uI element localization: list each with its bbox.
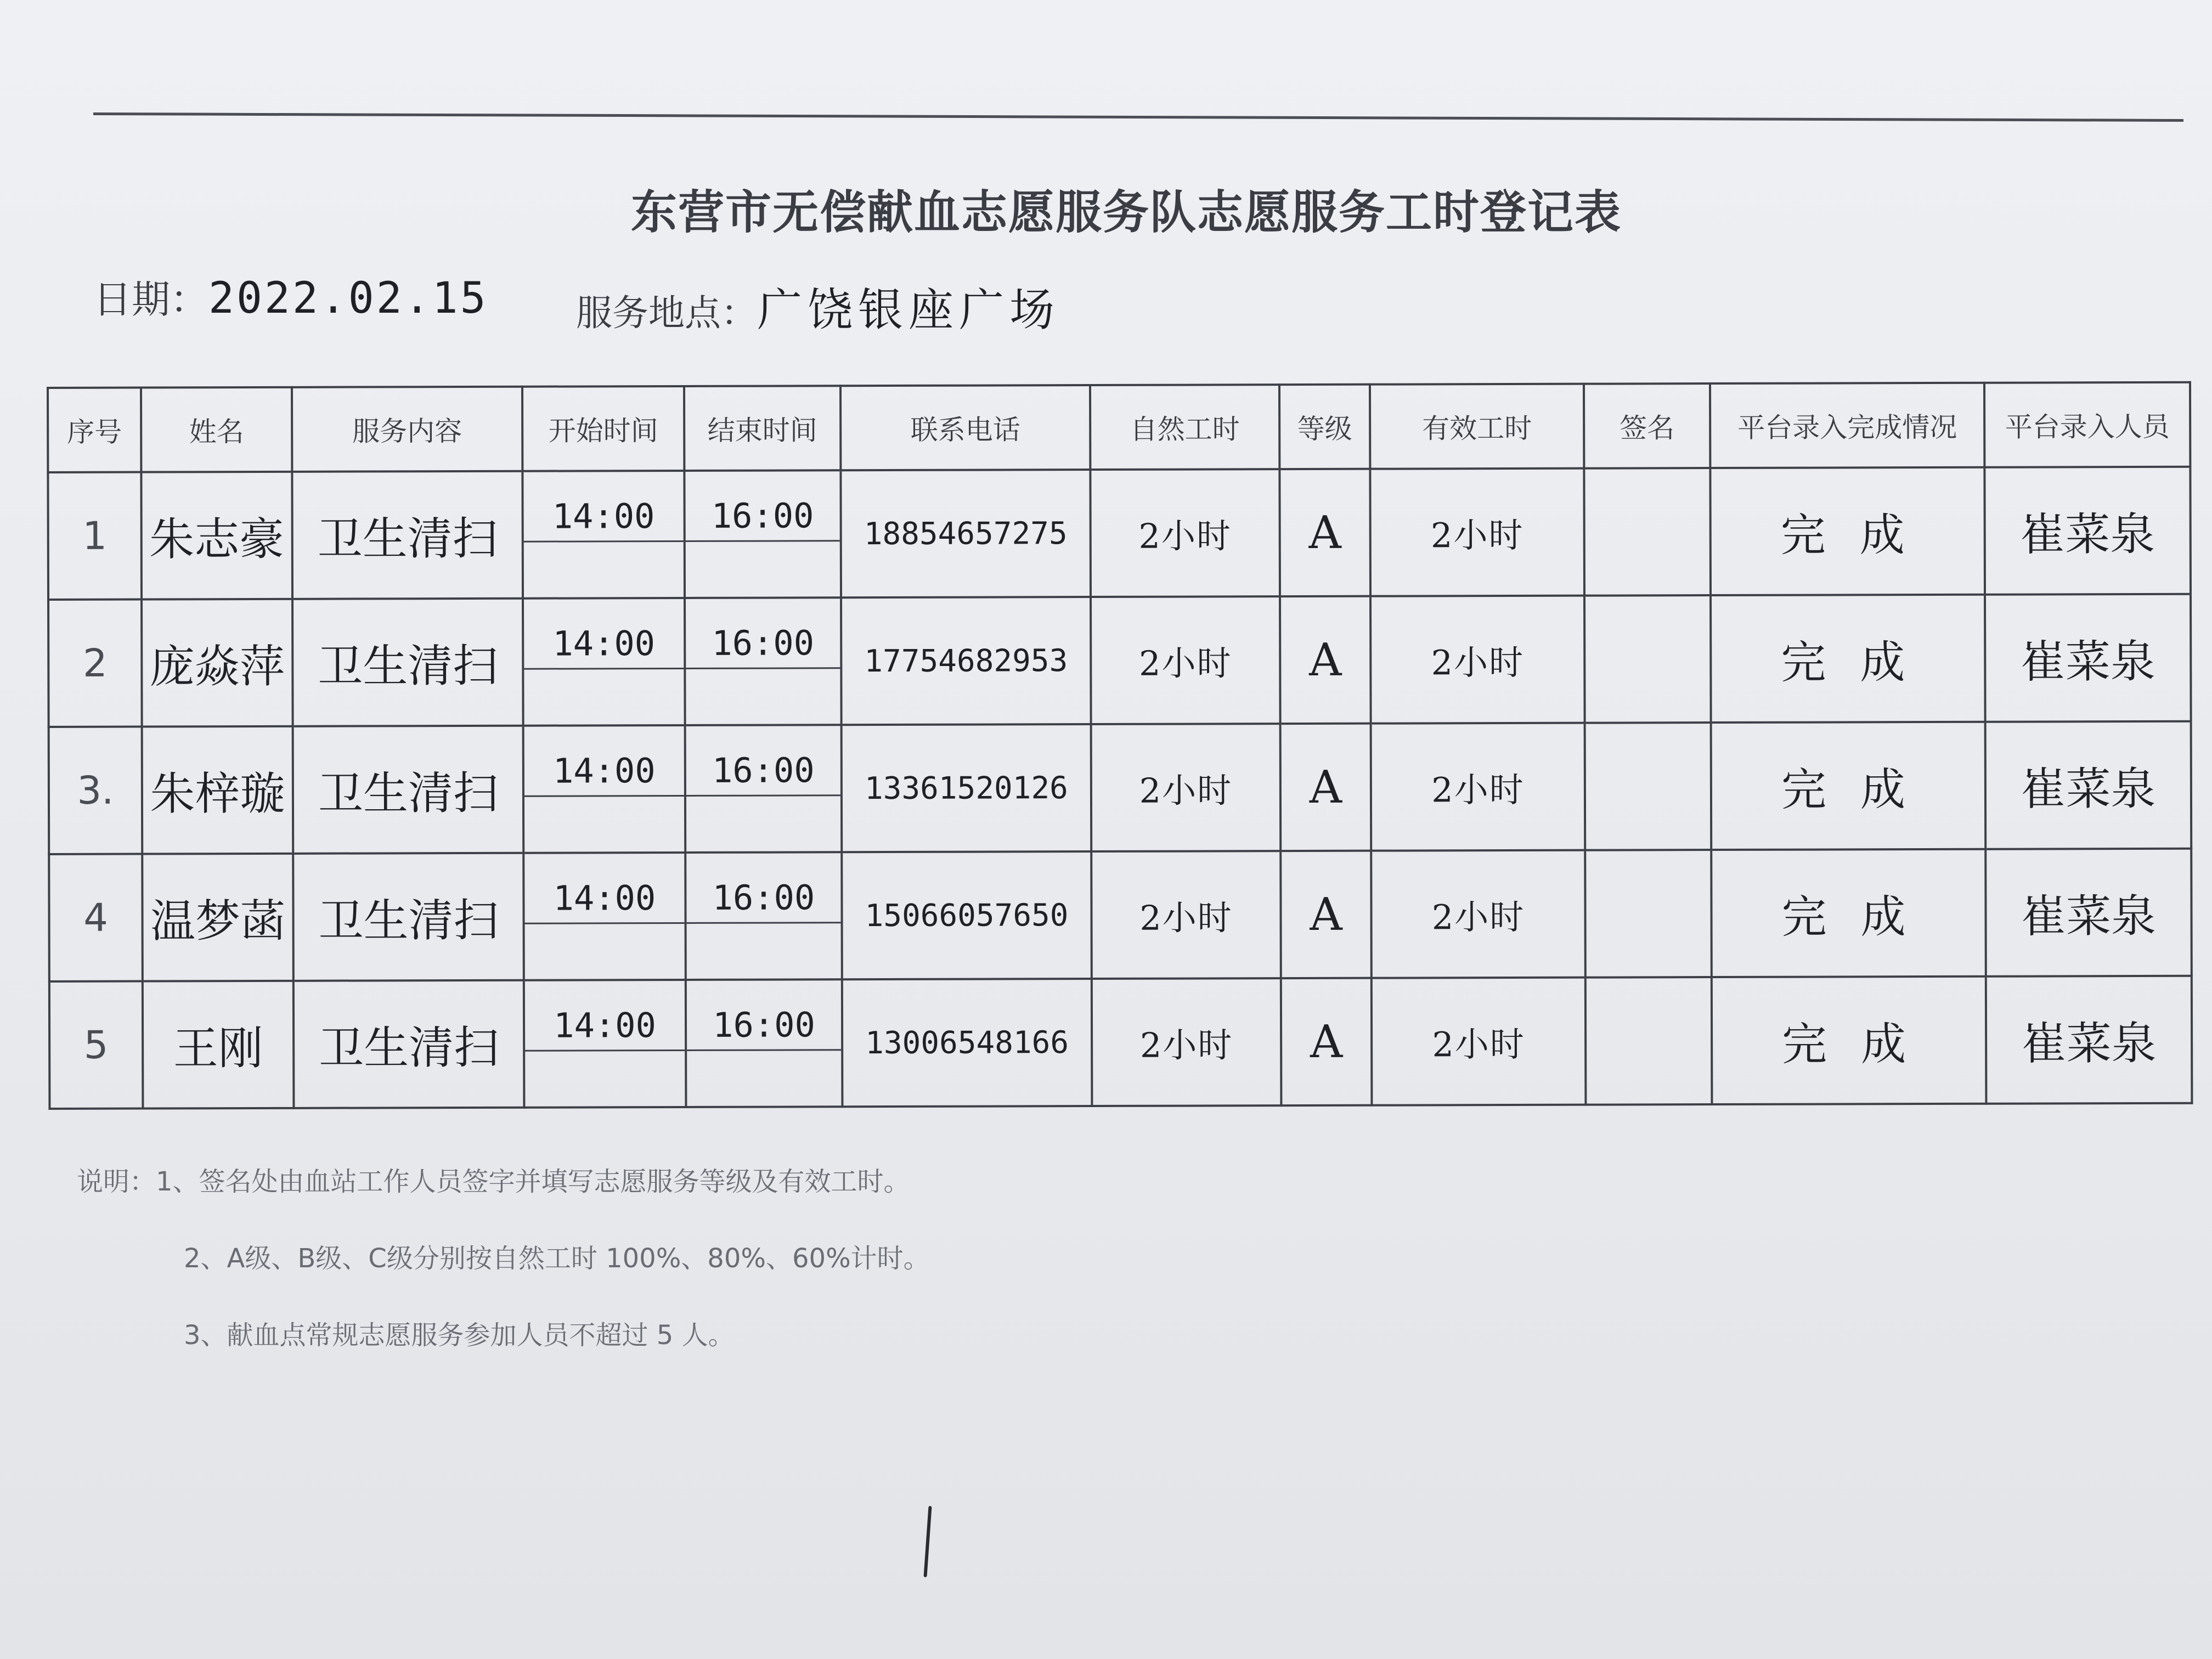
cell-content: 卫生清扫 [292,471,523,599]
end-time-value: 16:00 [685,471,839,542]
cell-end-time [685,725,842,853]
header-phone: 联系电话 [840,385,1090,470]
cell-signature [1585,850,1712,978]
cell-name: 温梦菡 [142,854,294,981]
header-platform-operator: 平台录入人员 [1984,382,2190,467]
cell-natural-hours: 2小时 [1091,724,1281,851]
cell-content: 卫生清扫 [292,599,523,726]
top-divider-line [93,112,2183,122]
cell-phone: 18854657275 [840,470,1091,597]
cell-effective-hours: 2小时 [1370,469,1584,596]
cell-end-time [685,852,842,980]
cell-effective-hours: 2小时 [1371,723,1585,851]
date-value: 2022.02.15 [208,274,488,323]
start-time-value: 14:00 [523,472,683,543]
header-end-time: 结束时间 [684,386,840,471]
cell-effective-hours: 2小时 [1372,978,1586,1105]
cell-natural-hours: 2小时 [1090,469,1280,597]
cell-signature [1584,468,1711,596]
start-time-value: 14:00 [524,854,684,924]
start-time-value: 14:00 [525,981,685,1052]
header-natural-hours: 自然工时 [1090,385,1279,470]
cell-platform-operator: 崔菜泉 [1985,594,2191,722]
cell-content: 卫生清扫 [293,726,524,854]
cell-platform-operator: 崔菜泉 [1985,721,2192,849]
table-row [49,976,2192,1109]
cell-effective-hours: 2小时 [1371,850,1585,978]
cell-start-time [522,471,685,599]
cell-name: 庞焱萍 [142,599,293,727]
table-row [48,594,2191,727]
cell-effective-hours: 2小时 [1370,596,1585,724]
cell-content: 卫生清扫 [293,853,524,981]
pen-mark [923,1506,932,1577]
cell-seq: 4 [49,854,143,981]
cell-phone: 15066057650 [842,851,1092,979]
cell-grade: A [1281,978,1372,1105]
cell-platform-status: 完 成 [1711,849,1986,977]
cell-end-time [685,597,842,725]
cell-platform-operator: 崔菜泉 [1985,849,2192,977]
cell-platform-status: 完 成 [1710,467,1985,595]
cell-end-time [684,470,841,598]
end-time-value: 16:00 [686,853,840,924]
cell-grade: A [1280,851,1372,978]
header-grade: 等级 [1279,385,1370,469]
location-value: 广饶银座广场 [757,284,1060,336]
cell-end-time [686,979,843,1107]
location-label: 服务地点： [576,292,757,334]
cell-platform-operator: 崔菜泉 [1984,467,2191,595]
cell-start-time [524,980,686,1108]
cell-phone: 17754682953 [841,597,1091,725]
cell-content: 卫生清扫 [294,980,524,1108]
header-platform-status: 平台录入完成情况 [1710,383,1984,468]
cell-signature [1584,595,1711,723]
note-3: 3、献血点常规志愿服务参加人员不超过 5 人。 [184,1320,735,1351]
cell-natural-hours: 2小时 [1091,851,1281,979]
cell-start-time [523,725,686,853]
cell-platform-operator: 崔菜泉 [1986,976,2192,1104]
cell-name: 朱梓璇 [142,726,294,854]
registration-table [47,381,2193,1110]
cell-platform-status: 完 成 [1712,977,1987,1104]
cell-platform-status: 完 成 [1711,722,1986,850]
table-row [49,849,2192,981]
cell-platform-status: 完 成 [1711,595,1985,723]
end-time-value: 16:00 [686,599,840,669]
cell-start-time [523,598,685,726]
start-time-value: 14:00 [524,599,684,670]
cell-grade: A [1279,469,1370,596]
table-row [48,467,2191,600]
cell-phone: 13361520126 [842,724,1092,852]
cell-name: 王刚 [143,981,294,1109]
header-seq: 序号 [48,388,141,472]
end-time-value: 16:00 [686,726,840,797]
cell-grade: A [1280,724,1372,851]
cell-grade: A [1280,596,1371,724]
form-title: 东营市无偿献血志愿服务队志愿服务工时登记表 [631,185,1622,239]
cell-natural-hours: 2小时 [1091,596,1280,724]
cell-signature [1585,723,1712,850]
location-field [576,274,1060,338]
start-time-value: 14:00 [524,726,684,797]
note-1: 说明：1、签名处由血站工作人员签字并填写志愿服务等级及有效工时。 [77,1166,910,1197]
cell-start-time [523,853,686,980]
note-2: 2、A级、B级、C级分别按自然工时 100%、80%、60%计时。 [184,1243,930,1274]
cell-signature [1585,977,1712,1105]
cell-seq: 1 [48,472,142,600]
date-label: 日期： [93,277,208,322]
header-content: 服务内容 [292,387,522,472]
cell-seq: 5 [49,981,143,1109]
cell-phone: 13006548166 [842,979,1092,1107]
end-time-value: 16:00 [687,980,841,1051]
date-field [93,269,488,324]
header-signature: 签名 [1584,383,1710,469]
cell-seq: 3. [49,727,143,854]
table-header-row [48,382,2190,472]
table-row [49,721,2192,854]
cell-name: 朱志豪 [141,472,292,600]
cell-seq: 2 [48,600,142,727]
header-name: 姓名 [141,387,292,472]
header-start-time: 开始时间 [522,386,684,471]
header-effective-hours: 有效工时 [1370,384,1584,469]
cell-natural-hours: 2小时 [1092,978,1282,1106]
